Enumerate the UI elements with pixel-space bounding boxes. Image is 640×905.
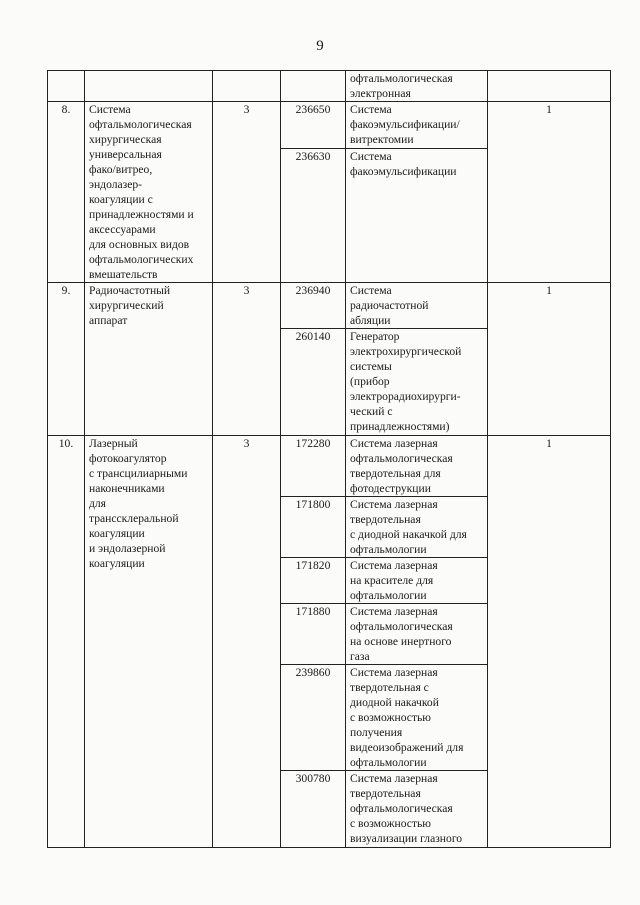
type-code: 172280 (281, 436, 346, 497)
type-code (281, 71, 346, 102)
required-quantity: 1 (488, 102, 611, 283)
equipment-table (47, 70, 611, 848)
type-code: 236940 (281, 283, 346, 329)
type-description: Система лазерная твердотельная с диодной накачкой с возможностью получения видеоизображений для офтальмологии (346, 665, 488, 771)
equipment-quantity: 3 (213, 436, 281, 848)
required-quantity: 1 (488, 436, 611, 848)
equipment-name: Лазерный фотокоагулятор с трансцилиарными наконечниками для транссклеральной коагуляции и эндолазерной коагуляции (85, 436, 213, 848)
table-row (48, 102, 611, 149)
equipment-name: Система офтальмологическая хирургическая универсальная фако/витрео, эндолазер- коагуляции с принадлежностями и аксессуарами для основных видов офтальмологических вмешательств (85, 102, 213, 283)
page-number: 9 (316, 38, 324, 54)
type-code: 239860 (281, 665, 346, 771)
required-quantity: 1 (488, 283, 611, 436)
type-code: 171820 (281, 558, 346, 604)
type-description: Система лазерная твердотельная офтальмологическая с возможностью визуализации глазного (346, 771, 488, 848)
row-number: 8. (48, 102, 85, 283)
type-description: Система лазерная твердотельная с диодной накачкой для офтальмологии (346, 497, 488, 558)
row-number (48, 71, 85, 102)
table-row (48, 283, 611, 329)
type-description: Система лазерная на красителе для офтальмологии (346, 558, 488, 604)
equipment-quantity (213, 71, 281, 102)
type-description: Система лазерная офтальмологическая на основе инертного газа (346, 604, 488, 665)
equipment-quantity: 3 (213, 102, 281, 283)
type-code: 236630 (281, 149, 346, 283)
type-code: 171800 (281, 497, 346, 558)
table-row (48, 71, 611, 102)
type-description: Система радиочастотной абляции (346, 283, 488, 329)
equipment-name: Радиочастотный хирургический аппарат (85, 283, 213, 436)
type-description: офтальмологическая электронная (346, 71, 488, 102)
required-quantity (488, 71, 611, 102)
equipment-quantity: 3 (213, 283, 281, 436)
row-number: 9. (48, 283, 85, 436)
type-description: Система лазерная офтальмологическая твердотельная для фотодеструкции (346, 436, 488, 497)
equipment-name (85, 71, 213, 102)
table-body (48, 71, 611, 848)
type-code: 171880 (281, 604, 346, 665)
type-code: 236650 (281, 102, 346, 149)
type-description: Система факоэмульсификации (346, 149, 488, 283)
type-description: Генератор электрохирургической системы (прибор электрорадиохирурги- ческий с принадлежностями) (346, 329, 488, 436)
row-number: 10. (48, 436, 85, 848)
type-code: 260140 (281, 329, 346, 436)
table-row (48, 436, 611, 497)
type-code: 300780 (281, 771, 346, 848)
type-description: Система факоэмульсификации/ витректомии (346, 102, 488, 149)
